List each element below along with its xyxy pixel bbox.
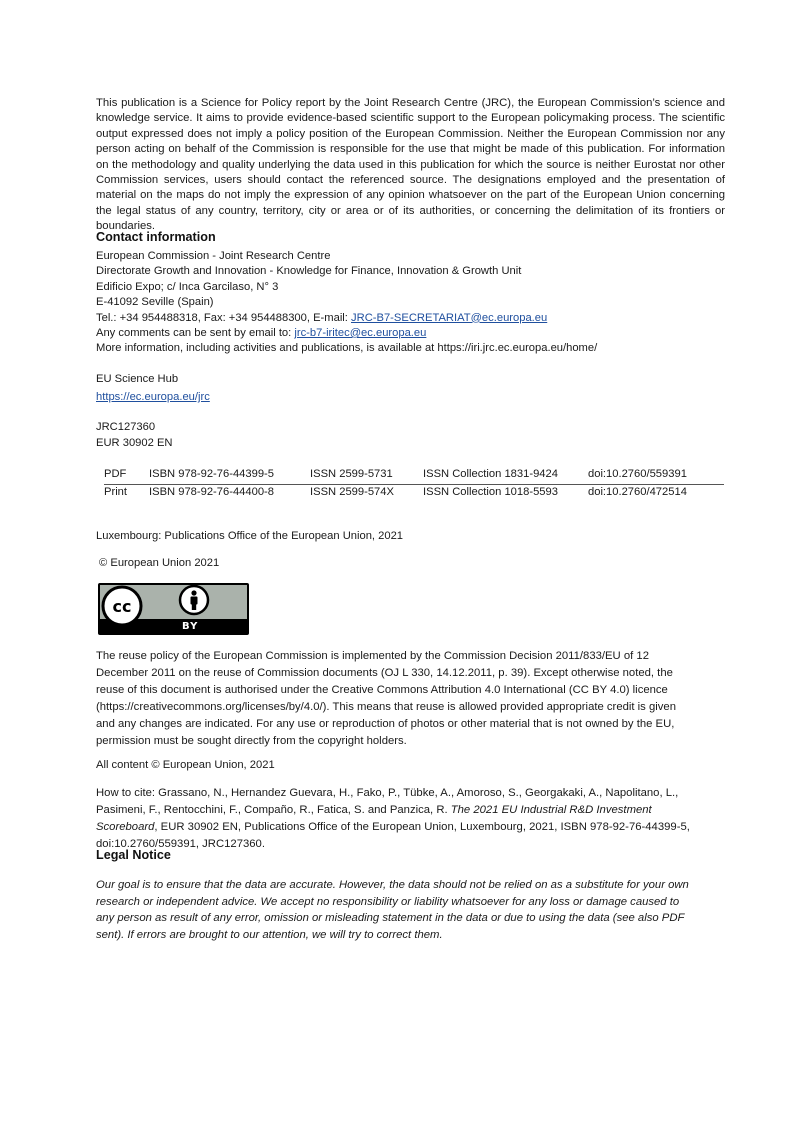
- identifiers-table: [104, 467, 724, 502]
- contact-tel-text: Tel.: +34 954488318, Fax: +34 954488300, E-mail:: [96, 311, 352, 324]
- cc-icon: [98, 583, 249, 635]
- legal-notice-paragraph: Our goal is to ensure that the data are accurate. However, the data should not be relied on as a substitute for your own research or independent advice. We accept no responsibility or liability whatsoever for any loss or damage caused to any person as result of any error, omission or misleading statement in the data or due to using the data (see also PDF sent). If errors are brought to our attention, we will try to correct them.: [96, 879, 689, 941]
- issn-cell: ISSN 2599-574X: [310, 486, 394, 498]
- all-content-line: All content © European Union, 2021: [96, 759, 275, 771]
- contact-more-info: More information, including activities and publications, is available at https://iri.jrc.ec.europa.eu/home/: [96, 342, 598, 355]
- citation-paragraph: [96, 785, 696, 853]
- contact-comments-line: [96, 326, 597, 341]
- eur-number: EUR 30902 EN: [96, 437, 173, 449]
- issn-cell: ISSN 2599-5731: [310, 467, 423, 485]
- copyright-line: © European Union 2021: [99, 557, 220, 569]
- secretariat-email-link[interactable]: JRC-B7-SECRETARIAT@ec.europa.eu: [351, 311, 548, 324]
- doi-cell: doi:10.2760/472514: [588, 486, 687, 498]
- contact-directorate: Directorate Growth and Innovation - Knowledge for Finance, Innovation & Growth Unit: [96, 265, 522, 278]
- reuse-policy-paragraph: The reuse policy of the European Commission is implemented by the Commission Decision 2011/833/EU of 12 December 2011 on the reuse of Commission documents (OJ L 330, 14.12.2011, p. 39). Except otherwise noted, the reuse of this document is authorised under the Creative Commons Attribution 4.0 International (CC BY 4.0) licence (https://creativecommons.org/licenses/by/4.0/). This means that reuse is allowed provided appropriate credit is given and any changes are indicated. For any use or reproduction of photos or other material that is not owned by the EU, permission must be sought directly from the copyright holders.: [96, 650, 676, 747]
- format-cell: Print: [104, 486, 128, 498]
- iritec-email-link[interactable]: jrc-b7-iritec@ec.europa.eu: [294, 327, 427, 340]
- citation-authors: How to cite: Grassano, N., Hernandez Guevara, H., Fako, P., Tübke, A., Amoroso, S., Georgakaki, A., Napolitano, L., Pasimeni, F., Rentocchini, F., Compaño, R., Fatica, S. and Panzica, R.: [96, 787, 679, 816]
- collection-cell: ISSN Collection 1831-9424: [423, 467, 588, 485]
- citation-details: , EUR 30902 EN, Publications Office of the European Union, Luxembourg, 2021, ISBN 978-92-76-44399-5, doi:10.2760/559391, JRC127360.: [96, 821, 690, 850]
- publisher-line: Luxembourg: Publications Office of the European Union, 2021: [96, 530, 404, 542]
- citation-title: The 2021 EU Industrial R&D Investment Scoreboard: [96, 804, 652, 833]
- disclaimer-paragraph: This publication is a Science for Policy report by the Joint Research Centre (JRC), the European Commission’s science and knowledge service. It aims to provide evidence-based scientific support to the European policymaking process. The scientific output expressed does not imply a policy position of the European Commission. Neither the European Commission nor any person acting on behalf of the Commission is responsible for the use that might be made of this publication. For information on the methodology and quality underlying the data used in this publication for which the source is neither Eurostat nor other Commission services, users should contact the referenced source. The designations employed and the presentation of material on the maps do not imply the expression of any opinion whatsoever on the part of the European Union concerning the legal status of any country, territory, city or area or of its authorities, or concerning the delimitation of its frontiers or boundaries.: [96, 97, 725, 233]
- legal-heading: Legal Notice: [96, 848, 171, 862]
- table-row: [104, 467, 724, 485]
- contact-org: European Commission - Joint Research Centre: [96, 250, 331, 262]
- collection-cell: ISSN Collection 1018-5593: [423, 486, 558, 498]
- hub-link[interactable]: https://ec.europa.eu/jrc: [96, 391, 210, 403]
- jrc-number: JRC127360: [96, 421, 156, 433]
- contact-tel-line: [96, 311, 597, 326]
- cc-by-license-badge: [98, 583, 249, 635]
- doi-cell: doi:10.2760/559391: [588, 467, 724, 485]
- isbn-cell: ISBN 978-92-76-44400-8: [149, 486, 275, 498]
- contact-building: Edificio Expo; c/ Inca Garcilaso, N° 3: [96, 280, 279, 293]
- format-cell: PDF: [104, 467, 149, 485]
- contact-heading: Contact information: [96, 230, 216, 244]
- contact-city: E-41092 Seville (Spain): [96, 296, 214, 309]
- by-label: BY: [182, 621, 199, 632]
- contact-comments-text: Any comments can be sent by email to:: [96, 327, 295, 340]
- svg-text:cc: cc: [112, 597, 132, 616]
- hub-name: EU Science Hub: [96, 373, 179, 385]
- isbn-cell: ISBN 978-92-76-44399-5: [149, 467, 310, 485]
- table-row: [104, 485, 724, 503]
- contact-block: [96, 249, 597, 357]
